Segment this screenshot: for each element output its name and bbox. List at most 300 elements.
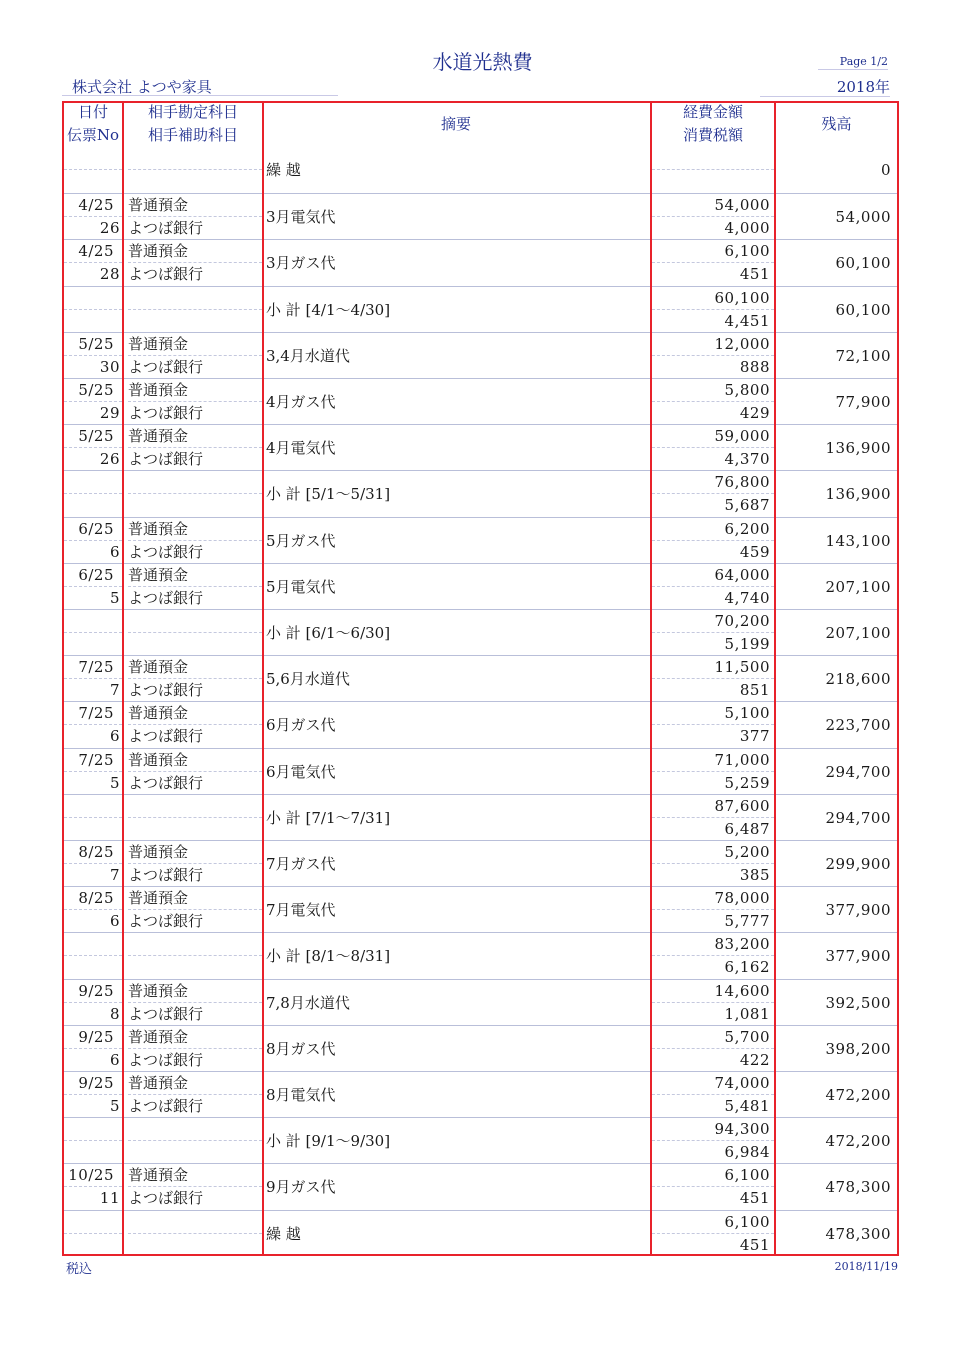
- description: 7,8月水道代: [266, 993, 350, 1012]
- balance: 377,900: [825, 901, 891, 920]
- description: 小 計 [4/1～4/30]: [266, 300, 391, 319]
- amount-cell: [652, 333, 774, 379]
- account-cell: [124, 980, 262, 1026]
- description-cell: [262, 1118, 650, 1164]
- account-cell: [124, 702, 262, 748]
- tax-amount: 5,199: [724, 635, 770, 653]
- entry-date: [64, 933, 122, 956]
- expense-amount: 5,700: [652, 1026, 774, 1049]
- tax-amount: 5,259: [724, 773, 770, 792]
- header-amount: 経費金額: [682, 103, 743, 121]
- expense-amount: 70,200: [652, 610, 774, 633]
- tax-amount: 6,162: [724, 958, 770, 977]
- tax-amount: 1,081: [724, 1004, 770, 1023]
- balance-cell: [776, 1118, 897, 1164]
- balance: 392,500: [825, 993, 891, 1012]
- sub-account: [128, 310, 262, 332]
- sub-account: よつば銀行: [128, 681, 204, 700]
- date-cell: [64, 425, 122, 471]
- amount-cell: [652, 887, 774, 933]
- voucher-no: 6: [109, 912, 120, 931]
- sub-account: よつば銀行: [128, 1050, 204, 1069]
- column-divider-3: [650, 101, 652, 1256]
- amount-cell: [652, 1211, 774, 1257]
- date-cell: [64, 471, 122, 517]
- expense-amount: 6,100: [652, 1211, 774, 1234]
- balance: 54,000: [835, 208, 891, 227]
- sub-account: [128, 170, 262, 192]
- counter-account: 普通預金: [128, 1164, 262, 1187]
- amount-cell: [652, 425, 774, 471]
- voucher-no: 5: [109, 1097, 120, 1115]
- description-cell: [262, 1072, 650, 1118]
- header-date-voucher: [64, 101, 122, 147]
- description-cell: [262, 194, 650, 240]
- expense-amount: 94,300: [652, 1118, 774, 1141]
- counter-account: [128, 287, 262, 310]
- date-cell: [64, 887, 122, 933]
- expense-amount: 5,200: [652, 841, 774, 864]
- voucher-no: 7: [109, 866, 120, 884]
- expense-amount: 14,600: [652, 980, 774, 1003]
- balance-cell: [776, 1211, 897, 1257]
- balance-cell: [776, 471, 897, 517]
- balance: 223,700: [825, 716, 891, 735]
- balance: 398,200: [825, 1039, 891, 1058]
- amount-cell: [652, 656, 774, 702]
- ledger-table: [62, 101, 899, 1256]
- amount-cell: [652, 287, 774, 333]
- balance: 207,100: [825, 624, 891, 642]
- amount-cell: [652, 471, 774, 517]
- date-cell: [64, 379, 122, 425]
- counter-account: 普通預金: [128, 656, 262, 679]
- amount-cell: [652, 147, 774, 193]
- description-cell: [262, 1026, 650, 1072]
- balance: 478,300: [825, 1224, 891, 1243]
- counter-account: [128, 610, 262, 633]
- description-cell: [262, 287, 650, 333]
- sub-account: [128, 633, 262, 655]
- header-account: [124, 101, 262, 147]
- date-cell: [64, 1164, 122, 1210]
- expense-amount: 60,100: [652, 287, 774, 310]
- voucher-no: 6: [109, 1050, 120, 1069]
- balance-cell: [776, 656, 897, 702]
- counter-account: 普通預金: [128, 379, 262, 402]
- description: 小 計 [6/1～6/30]: [266, 624, 391, 642]
- description-cell: [262, 795, 650, 841]
- balance: 136,900: [825, 439, 891, 458]
- tax-amount: 5,687: [724, 496, 770, 515]
- description: 6月電気代: [266, 762, 336, 781]
- expense-amount: 54,000: [652, 194, 774, 217]
- counter-account: 普通預金: [128, 240, 262, 263]
- date-cell: [64, 287, 122, 333]
- account-cell: [124, 1072, 262, 1118]
- counter-account: [128, 147, 262, 170]
- tax-amount: 4,000: [724, 219, 770, 238]
- description: 繰 越: [266, 161, 301, 179]
- entry-date: 7/25: [64, 656, 122, 679]
- header-date: 日付: [77, 103, 108, 121]
- date-cell: [64, 1211, 122, 1257]
- voucher-no: 5: [109, 588, 120, 607]
- balance-cell: [776, 333, 897, 379]
- voucher-no: 6: [109, 727, 120, 746]
- voucher-no: 11: [99, 1189, 120, 1208]
- balance-cell: [776, 425, 897, 471]
- voucher-no: [64, 1141, 122, 1163]
- date-cell: [64, 933, 122, 979]
- tax-amount: 6,984: [724, 1143, 770, 1162]
- account-cell: [124, 379, 262, 425]
- date-cell: [64, 1118, 122, 1164]
- page-number: Page 1/2: [818, 55, 888, 70]
- description: 小 計 [7/1～7/31]: [266, 808, 391, 827]
- sub-account: よつば銀行: [128, 357, 204, 376]
- entry-date: 6/25: [64, 518, 122, 541]
- sub-account: よつば銀行: [128, 404, 204, 422]
- tax-amount: 422: [739, 1050, 770, 1069]
- balance: 143,100: [825, 531, 891, 550]
- balance: 377,900: [825, 947, 891, 966]
- counter-account: 普通預金: [128, 887, 262, 910]
- sub-account: よつば銀行: [128, 1004, 204, 1023]
- counter-account: 普通預金: [128, 333, 262, 356]
- expense-amount: 59,000: [652, 425, 774, 448]
- account-cell: [124, 1026, 262, 1072]
- entry-date: [64, 1211, 122, 1234]
- entry-date: 9/25: [64, 1072, 122, 1095]
- description: 4月電気代: [266, 439, 336, 458]
- tax-amount: 5,777: [724, 912, 770, 931]
- entry-date: 9/25: [64, 980, 122, 1003]
- tax-amount: 5,481: [724, 1097, 770, 1115]
- account-cell: [124, 425, 262, 471]
- description: 8月電気代: [266, 1086, 336, 1104]
- balance-cell: [776, 610, 897, 656]
- account-cell: [124, 887, 262, 933]
- description-cell: [262, 933, 650, 979]
- expense-amount: 71,000: [652, 749, 774, 772]
- entry-date: 8/25: [64, 841, 122, 864]
- description: 9月ガス代: [266, 1178, 336, 1197]
- counter-account: 普通預金: [128, 702, 262, 725]
- entry-date: [64, 471, 122, 494]
- balance-cell: [776, 1026, 897, 1072]
- sub-account: よつば銀行: [128, 727, 204, 746]
- header-sub-account: 相手補助科目: [147, 126, 238, 144]
- amount-cell: [652, 379, 774, 425]
- column-divider-4: [774, 101, 776, 1256]
- balance-cell: [776, 1072, 897, 1118]
- account-cell: [124, 287, 262, 333]
- counter-account: 普通預金: [128, 425, 262, 448]
- sub-account: よつば銀行: [128, 866, 204, 884]
- counter-account: [128, 1118, 262, 1141]
- entry-date: [64, 610, 122, 633]
- voucher-no: 28: [99, 265, 120, 284]
- sub-account: [128, 956, 262, 978]
- sub-account: [128, 818, 262, 840]
- balance-cell: [776, 287, 897, 333]
- voucher-no: 26: [99, 450, 120, 469]
- account-cell: [124, 610, 262, 656]
- voucher-no: 8: [109, 1004, 120, 1023]
- date-cell: [64, 841, 122, 887]
- tax-amount: 377: [739, 727, 770, 746]
- entry-date: 5/25: [64, 425, 122, 448]
- voucher-no: [64, 818, 122, 840]
- description-cell: [262, 518, 650, 564]
- description: 5月ガス代: [266, 531, 336, 550]
- amount-cell: [652, 841, 774, 887]
- description-cell: [262, 147, 650, 193]
- sub-account: よつば銀行: [128, 219, 204, 238]
- expense-amount: 83,200: [652, 933, 774, 956]
- fiscal-year: 2018年: [760, 76, 890, 97]
- tax-amount: 451: [739, 1189, 770, 1208]
- voucher-no: [64, 494, 122, 516]
- column-divider-1: [122, 101, 124, 1256]
- date-cell: [64, 240, 122, 286]
- description: 6月ガス代: [266, 716, 336, 735]
- amount-cell: [652, 564, 774, 610]
- balance-cell: [776, 240, 897, 286]
- counter-account: [128, 1211, 262, 1234]
- description: 3,4月水道代: [266, 346, 350, 365]
- account-cell: [124, 194, 262, 240]
- date-cell: [64, 610, 122, 656]
- document-title: 水道光熱費: [432, 50, 533, 74]
- entry-date: 7/25: [64, 702, 122, 725]
- account-cell: [124, 471, 262, 517]
- account-cell: [124, 1211, 262, 1257]
- balance-cell: [776, 194, 897, 240]
- description-cell: [262, 564, 650, 610]
- description: 小 計 [8/1～8/31]: [266, 947, 391, 966]
- amount-cell: [652, 194, 774, 240]
- balance-cell: [776, 1164, 897, 1210]
- expense-amount: 76,800: [652, 471, 774, 494]
- amount-cell: [652, 1026, 774, 1072]
- tax-amount: 6,487: [724, 819, 770, 838]
- expense-amount: 78,000: [652, 887, 774, 910]
- entry-date: 4/25: [64, 194, 122, 217]
- account-cell: [124, 1164, 262, 1210]
- balance-cell: [776, 841, 897, 887]
- voucher-no: [64, 633, 122, 655]
- entry-date: 6/25: [64, 564, 122, 587]
- counter-account: 普通預金: [128, 980, 262, 1003]
- entry-date: 5/25: [64, 333, 122, 356]
- description: 5月電気代: [266, 577, 336, 596]
- balance-cell: [776, 518, 897, 564]
- expense-amount: 11,500: [652, 656, 774, 679]
- tax-amount: 4,370: [724, 450, 770, 469]
- frame-left: [62, 101, 64, 1256]
- description: 7月ガス代: [266, 855, 336, 873]
- account-cell: [124, 933, 262, 979]
- account-cell: [124, 841, 262, 887]
- description-cell: [262, 471, 650, 517]
- description-cell: [262, 425, 650, 471]
- description: 3月電気代: [266, 208, 336, 227]
- balance-cell: [776, 887, 897, 933]
- description-cell: [262, 887, 650, 933]
- account-cell: [124, 147, 262, 193]
- sub-account: よつば銀行: [128, 912, 204, 931]
- header-tax: 消費税額: [682, 126, 743, 144]
- balance-cell: [776, 933, 897, 979]
- tax-note: 税込: [66, 1262, 93, 1277]
- header-balance: 残高: [821, 115, 852, 133]
- tax-amount: 851: [739, 681, 770, 700]
- balance: 136,900: [825, 485, 891, 504]
- sub-account: よつば銀行: [128, 1097, 204, 1115]
- tax-amount: 4,740: [724, 588, 770, 607]
- expense-amount: 74,000: [652, 1072, 774, 1095]
- amount-cell: [652, 610, 774, 656]
- tax-amount: 451: [739, 1235, 770, 1254]
- description-cell: [262, 980, 650, 1026]
- counter-account: 普通預金: [128, 518, 262, 541]
- balance: 77,900: [835, 393, 891, 411]
- voucher-no: [64, 170, 122, 192]
- account-cell: [124, 333, 262, 379]
- account-cell: [124, 795, 262, 841]
- counter-account: [128, 471, 262, 494]
- date-cell: [64, 518, 122, 564]
- description: 繰 越: [266, 1224, 301, 1243]
- sub-account: [128, 494, 262, 516]
- company-name: 株式会社 よつや家具: [62, 76, 338, 96]
- description: 7月電気代: [266, 901, 336, 920]
- expense-amount: 87,600: [652, 795, 774, 818]
- balance: 294,700: [825, 808, 891, 827]
- date-cell: [64, 656, 122, 702]
- account-cell: [124, 518, 262, 564]
- balance-cell: [776, 980, 897, 1026]
- description: 小 計 [5/1～5/31]: [266, 485, 391, 504]
- balance-cell: [776, 702, 897, 748]
- counter-account: 普通預金: [128, 841, 262, 864]
- amount-cell: [652, 240, 774, 286]
- description-cell: [262, 702, 650, 748]
- voucher-no: [64, 1234, 122, 1256]
- description: 4月ガス代: [266, 393, 336, 411]
- balance-cell: [776, 795, 897, 841]
- description-cell: [262, 1164, 650, 1210]
- entry-date: 7/25: [64, 749, 122, 772]
- voucher-no: 5: [109, 773, 120, 792]
- tax-amount: 888: [739, 357, 770, 376]
- date-cell: [64, 1026, 122, 1072]
- date-cell: [64, 194, 122, 240]
- expense-amount: 6,100: [652, 1164, 774, 1187]
- amount-cell: [652, 980, 774, 1026]
- balance: 294,700: [825, 762, 891, 781]
- sub-account: よつば銀行: [128, 450, 204, 469]
- balance-cell: [776, 379, 897, 425]
- description-cell: [262, 333, 650, 379]
- balance: 72,100: [835, 346, 891, 365]
- expense-amount: 6,100: [652, 240, 774, 263]
- date-cell: [64, 1072, 122, 1118]
- amount-cell: [652, 1118, 774, 1164]
- counter-account: 普通預金: [128, 749, 262, 772]
- tax-amount: 429: [739, 404, 770, 422]
- print-date: 2018/11/19: [834, 1260, 898, 1273]
- expense-amount: 6,200: [652, 518, 774, 541]
- header-counter-account: 相手勘定科目: [147, 103, 238, 121]
- expense-amount: 64,000: [652, 564, 774, 587]
- expense-amount: [652, 147, 774, 170]
- header-description: 摘要: [440, 115, 471, 133]
- amount-cell: [652, 749, 774, 795]
- tax-amount: 459: [739, 542, 770, 561]
- voucher-no: [64, 310, 122, 332]
- description-cell: [262, 240, 650, 286]
- header-amount-tax: [652, 101, 774, 147]
- sub-account: [128, 1141, 262, 1163]
- sub-account: よつば銀行: [128, 265, 204, 284]
- counter-account: 普通預金: [128, 194, 262, 217]
- date-cell: [64, 795, 122, 841]
- balance: 478,300: [825, 1178, 891, 1197]
- voucher-no: 6: [109, 542, 120, 561]
- description-cell: [262, 379, 650, 425]
- expense-amount: 12,000: [652, 333, 774, 356]
- balance: 0: [880, 161, 891, 179]
- counter-account: [128, 795, 262, 818]
- counter-account: [128, 933, 262, 956]
- tax-amount: 385: [739, 866, 770, 884]
- description: 5,6月水道代: [266, 670, 350, 689]
- amount-cell: [652, 518, 774, 564]
- counter-account: 普通預金: [128, 1026, 262, 1049]
- entry-date: [64, 795, 122, 818]
- tax-amount: 451: [739, 265, 770, 284]
- balance: 218,600: [825, 670, 891, 689]
- amount-cell: [652, 1072, 774, 1118]
- description-cell: [262, 656, 650, 702]
- entry-date: 9/25: [64, 1026, 122, 1049]
- entry-date: [64, 1118, 122, 1141]
- column-divider-2: [262, 101, 264, 1256]
- date-cell: [64, 980, 122, 1026]
- expense-amount: 5,100: [652, 702, 774, 725]
- tax-amount: 4,451: [724, 311, 770, 330]
- date-cell: [64, 702, 122, 748]
- entry-date: 8/25: [64, 887, 122, 910]
- account-cell: [124, 656, 262, 702]
- sub-account: [128, 1234, 262, 1256]
- sub-account: よつば銀行: [128, 542, 204, 561]
- date-cell: [64, 564, 122, 610]
- amount-cell: [652, 933, 774, 979]
- entry-date: [64, 287, 122, 310]
- sub-account: よつば銀行: [128, 1189, 204, 1208]
- description: 3月ガス代: [266, 254, 336, 273]
- amount-cell: [652, 795, 774, 841]
- entry-date: [64, 147, 122, 170]
- entry-date: 10/25: [64, 1164, 122, 1187]
- balance-cell: [776, 749, 897, 795]
- description-cell: [262, 841, 650, 887]
- description: 小 計 [9/1～9/30]: [266, 1132, 391, 1151]
